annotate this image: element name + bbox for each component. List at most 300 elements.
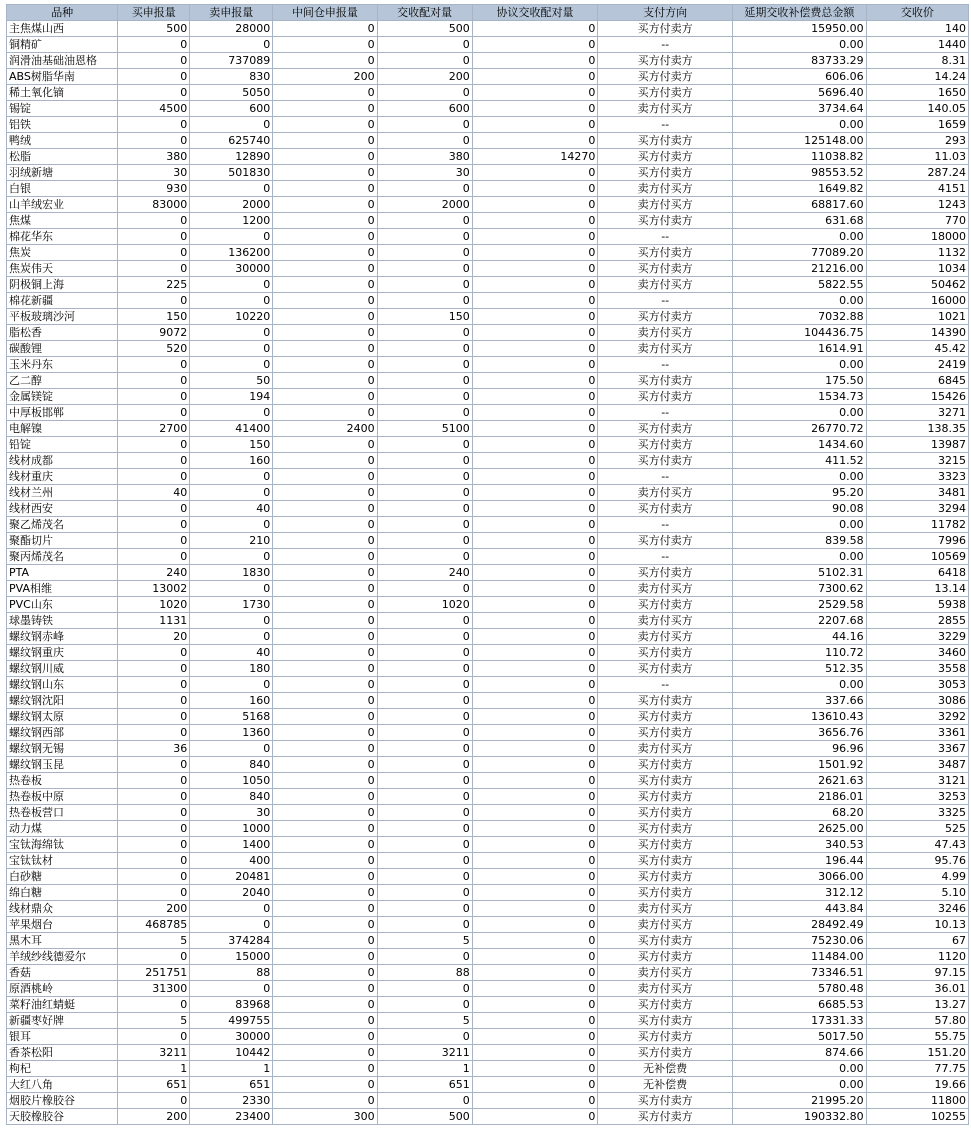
- sell-qty-cell: 1360: [190, 725, 272, 740]
- matched-qty-cell: 0: [378, 533, 472, 548]
- compensation-total-cell: 96.96: [733, 741, 866, 756]
- table-row: [7, 869, 968, 884]
- settlement-price-cell: 47.43: [867, 837, 968, 852]
- middle-qty-cell: 0: [273, 245, 376, 260]
- compensation-total-cell: 0.00: [733, 517, 866, 532]
- compensation-total-cell: 874.66: [733, 1045, 866, 1060]
- settlement-price-cell: 19.66: [867, 1077, 968, 1092]
- payment-direction-cell: 买方付卖方: [598, 1109, 732, 1124]
- payment-direction-cell: --: [598, 117, 732, 132]
- variety-cell: PVC山东: [7, 597, 117, 612]
- sell-qty-cell: 30000: [190, 261, 272, 276]
- buy-qty-cell: 1: [118, 1061, 189, 1076]
- matched-qty-cell: 0: [378, 293, 472, 308]
- agreement-qty-cell: 0: [473, 69, 598, 84]
- sell-qty-cell: 625740: [190, 133, 272, 148]
- middle-qty-cell: 0: [273, 581, 376, 596]
- middle-qty-cell: 0: [273, 21, 376, 36]
- middle-qty-cell: 0: [273, 1045, 376, 1060]
- matched-qty-cell: 0: [378, 645, 472, 660]
- table-row: [7, 101, 968, 116]
- agreement-qty-cell: 0: [473, 117, 598, 132]
- table-row: [7, 53, 968, 68]
- matched-qty-cell: 0: [378, 773, 472, 788]
- compensation-total-cell: 5822.55: [733, 277, 866, 292]
- header-buy-qty: 买申报量: [118, 5, 189, 20]
- middle-qty-cell: 0: [273, 133, 376, 148]
- payment-direction-cell: 卖方付买方: [598, 325, 732, 340]
- table-row: [7, 245, 968, 260]
- variety-cell: 香菇: [7, 965, 117, 980]
- matched-qty-cell: 0: [378, 1029, 472, 1044]
- sell-qty-cell: 20481: [190, 869, 272, 884]
- compensation-total-cell: 0.00: [733, 1077, 866, 1092]
- header-sell-qty: 卖申报量: [190, 5, 272, 20]
- agreement-qty-cell: 0: [473, 1013, 598, 1028]
- agreement-qty-cell: 0: [473, 917, 598, 932]
- sell-qty-cell: 40: [190, 501, 272, 516]
- sell-qty-cell: 1830: [190, 565, 272, 580]
- settlement-price-cell: 67: [867, 933, 968, 948]
- agreement-qty-cell: 0: [473, 901, 598, 916]
- settlement-price-cell: 45.42: [867, 341, 968, 356]
- agreement-qty-cell: 0: [473, 357, 598, 372]
- matched-qty-cell: 0: [378, 357, 472, 372]
- matched-qty-cell: 0: [378, 229, 472, 244]
- settlement-price-cell: 3325: [867, 805, 968, 820]
- middle-qty-cell: 0: [273, 101, 376, 116]
- payment-direction-cell: 卖方付买方: [598, 485, 732, 500]
- matched-qty-cell: 0: [378, 709, 472, 724]
- settlement-price-cell: 77.75: [867, 1061, 968, 1076]
- sell-qty-cell: 651: [190, 1077, 272, 1092]
- settlement-price-cell: 2419: [867, 357, 968, 372]
- buy-qty-cell: 20: [118, 629, 189, 644]
- agreement-qty-cell: 0: [473, 725, 598, 740]
- middle-qty-cell: 0: [273, 645, 376, 660]
- payment-direction-cell: 买方付卖方: [598, 213, 732, 228]
- agreement-qty-cell: 0: [473, 437, 598, 452]
- variety-cell: 菜籽油红蜻蜓: [7, 997, 117, 1012]
- middle-qty-cell: 0: [273, 1077, 376, 1092]
- matched-qty-cell: 0: [378, 821, 472, 836]
- matched-qty-cell: 600: [378, 101, 472, 116]
- compensation-total-cell: 1649.82: [733, 181, 866, 196]
- buy-qty-cell: 9072: [118, 325, 189, 340]
- buy-qty-cell: 0: [118, 1093, 189, 1108]
- compensation-total-cell: 443.84: [733, 901, 866, 916]
- table-row: [7, 133, 968, 148]
- compensation-total-cell: 411.52: [733, 453, 866, 468]
- variety-cell: 枸杞: [7, 1061, 117, 1076]
- compensation-total-cell: 5780.48: [733, 981, 866, 996]
- compensation-total-cell: 15950.00: [733, 21, 866, 36]
- compensation-total-cell: 7032.88: [733, 309, 866, 324]
- compensation-total-cell: 0.00: [733, 549, 866, 564]
- compensation-total-cell: 196.44: [733, 853, 866, 868]
- payment-direction-cell: 买方付卖方: [598, 693, 732, 708]
- payment-direction-cell: 买方付卖方: [598, 1029, 732, 1044]
- matched-qty-cell: 0: [378, 757, 472, 772]
- table-row: [7, 581, 968, 596]
- table-row: [7, 837, 968, 852]
- payment-direction-cell: --: [598, 293, 732, 308]
- table-row: [7, 293, 968, 308]
- payment-direction-cell: 买方付卖方: [598, 1045, 732, 1060]
- table-row: [7, 997, 968, 1012]
- middle-qty-cell: 0: [273, 517, 376, 532]
- matched-qty-cell: 0: [378, 405, 472, 420]
- table-row: [7, 773, 968, 788]
- variety-cell: 电解镍: [7, 421, 117, 436]
- payment-direction-cell: 买方付卖方: [598, 85, 732, 100]
- sell-qty-cell: 5168: [190, 709, 272, 724]
- middle-qty-cell: 0: [273, 149, 376, 164]
- compensation-total-cell: 95.20: [733, 485, 866, 500]
- table-row: [7, 469, 968, 484]
- matched-qty-cell: 200: [378, 69, 472, 84]
- buy-qty-cell: 0: [118, 229, 189, 244]
- variety-cell: 动力煤: [7, 821, 117, 836]
- settlement-price-cell: 7996: [867, 533, 968, 548]
- settlement-price-cell: 50462: [867, 277, 968, 292]
- agreement-qty-cell: 0: [473, 613, 598, 628]
- compensation-total-cell: 0.00: [733, 469, 866, 484]
- matched-qty-cell: 0: [378, 917, 472, 932]
- middle-qty-cell: 0: [273, 53, 376, 68]
- compensation-total-cell: 104436.75: [733, 325, 866, 340]
- agreement-qty-cell: 0: [473, 261, 598, 276]
- buy-qty-cell: 4500: [118, 101, 189, 116]
- table-row: [7, 1093, 968, 1108]
- sell-qty-cell: 0: [190, 485, 272, 500]
- middle-qty-cell: 0: [273, 629, 376, 644]
- matched-qty-cell: 5: [378, 1013, 472, 1028]
- payment-direction-cell: 买方付卖方: [598, 645, 732, 660]
- sell-qty-cell: 400: [190, 853, 272, 868]
- middle-qty-cell: 0: [273, 229, 376, 244]
- compensation-total-cell: 1434.60: [733, 437, 866, 452]
- middle-qty-cell: 0: [273, 165, 376, 180]
- buy-qty-cell: 0: [118, 37, 189, 52]
- variety-cell: 中厚板邯郸: [7, 405, 117, 420]
- agreement-qty-cell: 0: [473, 1109, 598, 1124]
- matched-qty-cell: 0: [378, 549, 472, 564]
- matched-qty-cell: 30: [378, 165, 472, 180]
- compensation-total-cell: 110.72: [733, 645, 866, 660]
- agreement-qty-cell: 0: [473, 533, 598, 548]
- agreement-qty-cell: 0: [473, 997, 598, 1012]
- payment-direction-cell: 卖方付买方: [598, 965, 732, 980]
- variety-cell: 线材重庆: [7, 469, 117, 484]
- variety-cell: 碳酸锂: [7, 341, 117, 356]
- payment-direction-cell: 卖方付买方: [598, 741, 732, 756]
- payment-direction-cell: 买方付卖方: [598, 805, 732, 820]
- variety-cell: 润滑油基础油恩格: [7, 53, 117, 68]
- agreement-qty-cell: 0: [473, 965, 598, 980]
- settlement-price-cell: 6845: [867, 373, 968, 388]
- matched-qty-cell: 0: [378, 181, 472, 196]
- agreement-qty-cell: 0: [473, 1045, 598, 1060]
- payment-direction-cell: --: [598, 517, 732, 532]
- compensation-total-cell: 26770.72: [733, 421, 866, 436]
- agreement-qty-cell: 0: [473, 933, 598, 948]
- agreement-qty-cell: 0: [473, 805, 598, 820]
- table-row: [7, 757, 968, 772]
- variety-cell: 绵白糖: [7, 885, 117, 900]
- sell-qty-cell: 0: [190, 613, 272, 628]
- sell-qty-cell: 23400: [190, 1109, 272, 1124]
- payment-direction-cell: 买方付卖方: [598, 133, 732, 148]
- sell-qty-cell: 0: [190, 37, 272, 52]
- compensation-total-cell: 1614.91: [733, 341, 866, 356]
- middle-qty-cell: 0: [273, 261, 376, 276]
- agreement-qty-cell: 0: [473, 581, 598, 596]
- matched-qty-cell: 0: [378, 741, 472, 756]
- payment-direction-cell: 卖方付买方: [598, 629, 732, 644]
- agreement-qty-cell: 0: [473, 1029, 598, 1044]
- sell-qty-cell: 41400: [190, 421, 272, 436]
- payment-direction-cell: 买方付卖方: [598, 245, 732, 260]
- payment-direction-cell: 买方付卖方: [598, 453, 732, 468]
- middle-qty-cell: 0: [273, 1029, 376, 1044]
- middle-qty-cell: 0: [273, 181, 376, 196]
- compensation-total-cell: 2186.01: [733, 789, 866, 804]
- buy-qty-cell: 0: [118, 405, 189, 420]
- compensation-total-cell: 90.08: [733, 501, 866, 516]
- payment-direction-cell: 买方付卖方: [598, 773, 732, 788]
- payment-direction-cell: 卖方付买方: [598, 901, 732, 916]
- table-row: [7, 437, 968, 452]
- table-row: [7, 485, 968, 500]
- matched-qty-cell: 240: [378, 565, 472, 580]
- middle-qty-cell: 0: [273, 1061, 376, 1076]
- payment-direction-cell: 买方付卖方: [598, 389, 732, 404]
- variety-cell: 山羊绒宏业: [7, 197, 117, 212]
- compensation-total-cell: 0.00: [733, 229, 866, 244]
- settlement-price-cell: 5938: [867, 597, 968, 612]
- middle-qty-cell: 0: [273, 981, 376, 996]
- table-row: [7, 341, 968, 356]
- variety-cell: 玉米丹东: [7, 357, 117, 372]
- table-row: [7, 1061, 968, 1076]
- variety-cell: 阴极铜上海: [7, 277, 117, 292]
- agreement-qty-cell: 0: [473, 101, 598, 116]
- table-row: [7, 501, 968, 516]
- matched-qty-cell: 0: [378, 453, 472, 468]
- agreement-qty-cell: 0: [473, 405, 598, 420]
- buy-qty-cell: 31300: [118, 981, 189, 996]
- agreement-qty-cell: 0: [473, 789, 598, 804]
- middle-qty-cell: 0: [273, 469, 376, 484]
- buy-qty-cell: 468785: [118, 917, 189, 932]
- sell-qty-cell: 0: [190, 229, 272, 244]
- compensation-total-cell: 68.20: [733, 805, 866, 820]
- variety-cell: ABS树脂华南: [7, 69, 117, 84]
- buy-qty-cell: 0: [118, 677, 189, 692]
- variety-cell: 天胶橡胶谷: [7, 1109, 117, 1124]
- table-row: [7, 853, 968, 868]
- agreement-qty-cell: 0: [473, 837, 598, 852]
- variety-cell: 羊绒纱线德爱尔: [7, 949, 117, 964]
- settlement-price-cell: 1021: [867, 309, 968, 324]
- agreement-qty-cell: 0: [473, 181, 598, 196]
- matched-qty-cell: 0: [378, 805, 472, 820]
- buy-qty-cell: 0: [118, 821, 189, 836]
- header-settlement-price: 交收价: [867, 5, 968, 20]
- middle-qty-cell: 0: [273, 85, 376, 100]
- buy-qty-cell: 3211: [118, 1045, 189, 1060]
- variety-cell: 线材鼎众: [7, 901, 117, 916]
- buy-qty-cell: 0: [118, 117, 189, 132]
- settlement-price-cell: 3271: [867, 405, 968, 420]
- agreement-qty-cell: 0: [473, 309, 598, 324]
- table-row: [7, 373, 968, 388]
- sell-qty-cell: 0: [190, 357, 272, 372]
- sell-qty-cell: 840: [190, 757, 272, 772]
- agreement-qty-cell: 0: [473, 677, 598, 692]
- table-row: [7, 21, 968, 36]
- settlement-price-cell: 10255: [867, 1109, 968, 1124]
- variety-cell: 聚丙烯茂名: [7, 549, 117, 564]
- settlement-price-cell: 1132: [867, 245, 968, 260]
- settlement-price-cell: 13987: [867, 437, 968, 452]
- payment-direction-cell: --: [598, 229, 732, 244]
- sell-qty-cell: 2000: [190, 197, 272, 212]
- variety-cell: 羽绒新塘: [7, 165, 117, 180]
- matched-qty-cell: 0: [378, 661, 472, 676]
- settlement-price-cell: 3053: [867, 677, 968, 692]
- buy-qty-cell: 200: [118, 901, 189, 916]
- buy-qty-cell: 0: [118, 357, 189, 372]
- settlement-price-cell: 287.24: [867, 165, 968, 180]
- settlement-table: [6, 4, 969, 1125]
- sell-qty-cell: 0: [190, 181, 272, 196]
- table-row: [7, 1029, 968, 1044]
- matched-qty-cell: 2000: [378, 197, 472, 212]
- settlement-price-cell: 3323: [867, 469, 968, 484]
- buy-qty-cell: 500: [118, 21, 189, 36]
- middle-qty-cell: 200: [273, 69, 376, 84]
- compensation-total-cell: 0.00: [733, 1061, 866, 1076]
- settlement-price-cell: 138.35: [867, 421, 968, 436]
- settlement-price-cell: 57.80: [867, 1013, 968, 1028]
- payment-direction-cell: 买方付卖方: [598, 661, 732, 676]
- settlement-price-cell: 11800: [867, 1093, 968, 1108]
- buy-qty-cell: 0: [118, 869, 189, 884]
- table-row: [7, 613, 968, 628]
- settlement-price-cell: 6418: [867, 565, 968, 580]
- sell-qty-cell: 1050: [190, 773, 272, 788]
- buy-qty-cell: 0: [118, 213, 189, 228]
- agreement-qty-cell: 0: [473, 1093, 598, 1108]
- table-row: [7, 517, 968, 532]
- middle-qty-cell: 0: [273, 693, 376, 708]
- variety-cell: 热卷板中原: [7, 789, 117, 804]
- sell-qty-cell: 160: [190, 693, 272, 708]
- middle-qty-cell: 0: [273, 373, 376, 388]
- table-row: [7, 805, 968, 820]
- variety-cell: 聚酯切片: [7, 533, 117, 548]
- variety-cell: 原酒桃岭: [7, 981, 117, 996]
- buy-qty-cell: 0: [118, 85, 189, 100]
- table-container: [6, 4, 969, 1125]
- table-row: [7, 741, 968, 756]
- settlement-price-cell: 8.31: [867, 53, 968, 68]
- buy-qty-cell: 0: [118, 245, 189, 260]
- table-row: [7, 421, 968, 436]
- sell-qty-cell: 840: [190, 789, 272, 804]
- settlement-price-cell: 36.01: [867, 981, 968, 996]
- compensation-total-cell: 44.16: [733, 629, 866, 644]
- matched-qty-cell: 0: [378, 677, 472, 692]
- settlement-price-cell: 95.76: [867, 853, 968, 868]
- variety-cell: 鸭绒: [7, 133, 117, 148]
- agreement-qty-cell: 0: [473, 469, 598, 484]
- header-compensation-total: 延期交收补偿费总金额: [733, 5, 866, 20]
- agreement-qty-cell: 0: [473, 549, 598, 564]
- middle-qty-cell: 300: [273, 1109, 376, 1124]
- table-row: [7, 357, 968, 372]
- header-row: [7, 5, 968, 20]
- middle-qty-cell: 0: [273, 837, 376, 852]
- compensation-total-cell: 0.00: [733, 677, 866, 692]
- buy-qty-cell: 0: [118, 725, 189, 740]
- variety-cell: 新疆枣好牌: [7, 1013, 117, 1028]
- compensation-total-cell: 11484.00: [733, 949, 866, 964]
- sell-qty-cell: 0: [190, 469, 272, 484]
- buy-qty-cell: 225: [118, 277, 189, 292]
- payment-direction-cell: 买方付卖方: [598, 261, 732, 276]
- table-row: [7, 213, 968, 228]
- settlement-price-cell: 293: [867, 133, 968, 148]
- settlement-price-cell: 5.10: [867, 885, 968, 900]
- table-row: [7, 709, 968, 724]
- table-row: [7, 565, 968, 580]
- matched-qty-cell: 0: [378, 789, 472, 804]
- payment-direction-cell: 买方付卖方: [598, 149, 732, 164]
- buy-qty-cell: 40: [118, 485, 189, 500]
- buy-qty-cell: 83000: [118, 197, 189, 212]
- payment-direction-cell: 卖方付买方: [598, 581, 732, 596]
- middle-qty-cell: 0: [273, 117, 376, 132]
- middle-qty-cell: 0: [273, 197, 376, 212]
- middle-qty-cell: 0: [273, 309, 376, 324]
- compensation-total-cell: 28492.49: [733, 917, 866, 932]
- buy-qty-cell: 0: [118, 453, 189, 468]
- settlement-price-cell: 14.24: [867, 69, 968, 84]
- sell-qty-cell: 600: [190, 101, 272, 116]
- header-agreement-qty: 协议交收配对量: [473, 5, 598, 20]
- payment-direction-cell: 买方付卖方: [598, 821, 732, 836]
- compensation-total-cell: 3656.76: [733, 725, 866, 740]
- agreement-qty-cell: 0: [473, 773, 598, 788]
- settlement-price-cell: 11.03: [867, 149, 968, 164]
- buy-qty-cell: 0: [118, 837, 189, 852]
- middle-qty-cell: 0: [273, 965, 376, 980]
- compensation-total-cell: 337.66: [733, 693, 866, 708]
- sell-qty-cell: 0: [190, 917, 272, 932]
- sell-qty-cell: 499755: [190, 1013, 272, 1028]
- sell-qty-cell: 28000: [190, 21, 272, 36]
- agreement-qty-cell: 0: [473, 341, 598, 356]
- table-row: [7, 549, 968, 564]
- sell-qty-cell: 374284: [190, 933, 272, 948]
- buy-qty-cell: 1020: [118, 597, 189, 612]
- middle-qty-cell: 0: [273, 917, 376, 932]
- settlement-price-cell: 4.99: [867, 869, 968, 884]
- payment-direction-cell: 买方付卖方: [598, 373, 732, 388]
